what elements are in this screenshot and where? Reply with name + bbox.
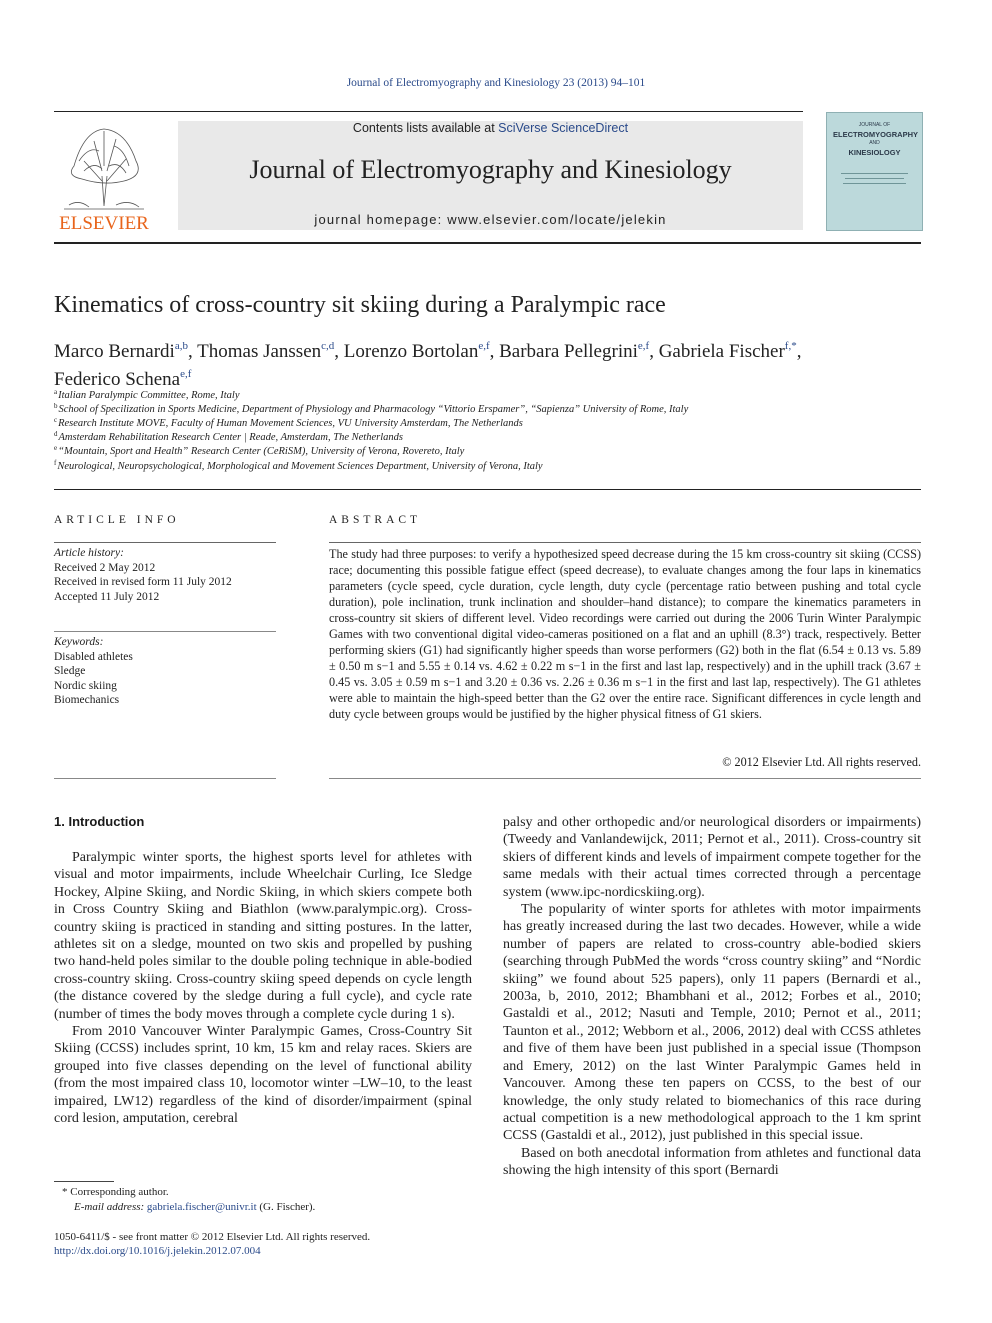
author-separator: , xyxy=(489,341,500,362)
author-list xyxy=(54,335,924,391)
intro-paragraph-3: palsy and other orthopedic and/or neurological disorders or impairments) (Tweedy and Vanlandewijck, 2011; Pernot et al., 2011). Cross-country sit skiers of different kinds and levels of impairment compete together for the same medals with their actual times corrected through a percentage system (www.ipc-nordicskiing.org). xyxy=(503,815,921,900)
abstract-text: The study had three purposes: to verify a hypothesized speed decrease during the 15 km cross-country sit skiing (CCSS) race; documenting this possible fatigue effect (speed decrease), to evaluate changes among the four laps in kinematics parameters (cycle speed, cycle duration, cycle length, duty cycle (percentage ratio between pushing and total cycle duration), pole inclination, trunk inclination and shoulder–hand distance); to compare the kinematics parameters in cross-country sit skiers of different level. Video recordings were carried out during the 2006 Turin Winter Paralympic Games with two conventional digital video-cameras positioned on a flat and an uphill (8.3°) track, respectively. Better performing skiers (G1) had significantly higher speeds than worse performers (G2) both in the flat (6.54 ± 0.13 vs. 5.89 ± 0.50 m s−1 and 5.55 ± 0.14 vs. 4.62 ± 0.22 m s−1 in the first and last lap, respectively) and in the uphill track (3.67 ± 0.45 vs. 3.05 ± 0.59 m s−1 and 3.20 ± 0.36 vs. 2.26 ± 0.36 m s−1 in the first and last lap, respectively). The G1 athletes were able to maintain the high-speed better than the G2 over the entire race. Significant differences in cycle length and duty cycle between groups would be justified by the higher physical fitness of G1 skiers. xyxy=(329,547,921,721)
cover-title-line-1: JOURNAL OF xyxy=(858,122,891,128)
abstract-heading: ABSTRACT xyxy=(329,514,422,526)
author-name[interactable]: Thomas Janssen xyxy=(197,341,322,362)
email-suffix: (G. Fischer). xyxy=(256,1201,316,1213)
journal-cover-thumbnail[interactable] xyxy=(826,112,923,231)
author-name[interactable]: Federico Schena xyxy=(54,369,181,390)
abstract-rule xyxy=(329,542,921,543)
author-name[interactable]: Marco Bernardi xyxy=(54,341,175,362)
keyword: Nordic skiing xyxy=(54,679,117,692)
intro-paragraph-5: Based on both anecdotal information from athletes and functional data showing the high intensity of this sport (Bernardi xyxy=(503,1145,921,1179)
accepted-date: Accepted 11 July 2012 xyxy=(54,590,160,603)
article-info-heading: ARTICLE INFO xyxy=(54,514,180,526)
masthead-bottom-rule xyxy=(54,242,921,244)
author-name[interactable]: Barbara Pellegrini xyxy=(499,341,638,362)
cover-title-line-3: AND xyxy=(869,140,880,146)
cover-title-line-2: ELECTROMYOGRAPHY xyxy=(833,130,919,139)
article-info-rule xyxy=(54,542,276,543)
article-title: Kinematics of cross-country sit skiing during a Paralympic race xyxy=(54,292,666,318)
keyword: Sledge xyxy=(54,665,86,677)
author-affiliation-marker[interactable]: a,b xyxy=(174,340,188,352)
issn-line: 1050-6411/$ - see front matter © 2012 Elsevier Ltd. All rights reserved. xyxy=(54,1231,371,1243)
section-heading-introduction: 1. Introduction xyxy=(54,814,145,829)
history-label: Article history: xyxy=(54,547,124,559)
affiliation-b: $^b$School of Specilization in Sports Medicine, Department of Physiology and Pharmacology “Vittorio Erspamer”, “Sapienza” University of Rome, Italy xyxy=(54,402,689,415)
email-label: E-mail address: xyxy=(74,1201,147,1213)
journal-homepage[interactable]: journal homepage: www.elsevier.com/locate/jelekin xyxy=(314,212,667,227)
keywords-label: Keywords: xyxy=(54,636,104,648)
author-separator: , xyxy=(334,341,344,362)
intro-right-column xyxy=(503,814,921,1180)
sciencedirect-link[interactable]: SciVerse ScienceDirect xyxy=(498,121,629,135)
author-separator: , xyxy=(649,341,659,362)
keyword: Disabled athletes xyxy=(54,650,133,663)
author-affiliation-marker[interactable]: e,f xyxy=(637,340,650,352)
intro-paragraph-2: From 2010 Vancouver Winter Paralympic Games, Cross-Country Sit Skiing (CCSS) includes sprint, 10 km, 15 km and relay races. Skiers are grouped into five classes depending on the level of functional ability (from the most impaired class 10, locomotor winter –LW–10, to the least impaired, LW12) regardless of the kind of disorder/impairment (spinal cord lesion, amputation, cerebral xyxy=(54,1024,472,1127)
author-affiliation-marker[interactable]: e,f xyxy=(180,368,192,380)
email-note xyxy=(74,1201,315,1213)
author-name[interactable]: Lorenzo Bortolan xyxy=(343,341,479,362)
abstract-copyright: © 2012 Elsevier Ltd. All rights reserved. xyxy=(722,755,921,769)
journal-citation[interactable]: Journal of Electromyography and Kinesiology 23 (2013) 94–101 xyxy=(346,77,646,89)
cover-title-line-4: KINESIOLOGY xyxy=(848,148,901,157)
header-divider xyxy=(54,489,921,490)
affiliation-f: $^f$Neurological, Neuropsychological, Morphological and Movement Sciences Department, University of Verona, Italy xyxy=(54,459,543,472)
author-separator: , xyxy=(187,341,198,362)
elsevier-wordmark: ELSEVIER xyxy=(59,213,149,233)
received-date: Received 2 May 2012 xyxy=(54,561,156,574)
keywords-block xyxy=(54,635,276,708)
affiliation-e: $^e$“Mountain, Sport and Health” Research Center (CeRiSM), University of Verona, Rovereto, Italy xyxy=(54,444,465,457)
abstract-bottom-rule xyxy=(329,778,921,779)
author-affiliation-marker[interactable]: e,f xyxy=(478,340,490,352)
journal-title: Journal of Electromyography and Kinesiology xyxy=(249,155,732,184)
article-info-bottom-rule xyxy=(54,778,276,779)
doi-line xyxy=(54,1245,261,1257)
author-separator: , xyxy=(796,341,802,362)
author-name[interactable]: Gabriela Fischer xyxy=(658,341,785,362)
revised-date: Received in revised form 11 July 2012 xyxy=(54,576,232,588)
affiliation-a: $^a$Italian Paralympic Committee, Rome, Italy xyxy=(54,388,240,401)
doi-link[interactable]: http://dx.doi.org/10.1016/j.jelekin.2012.07.004 xyxy=(54,1245,261,1257)
keyword: Biomechanics xyxy=(54,694,120,706)
intro-paragraph-4: The popularity of winter sports for athletes with motor impairments has greatly increased during the last two decades. However, while a wide number of papers are related to cross-country able-bodied skiers (searching through PubMed the words “cross country skiing” and “Nordic skiing” we found about 525 papers), only 11 papers (Bernardi et al., 2003a, b, 2010, 2012; Bhambhani et al., 2012; Forbes et al., 2010; Gastaldi et al., 2012; Nasuti and Temple, 2010; Pernot et al., 2011; Taunton et al., 2012; Webborn et al., 2006, 2012) deal with CCSS athletes and five of them have been just published in a special issue (Thompson and Emery, 2012) on the last Winter Paralympic Games held in Vancouver. Among these ten papers on CCSS, to the best of our knowledge, the only study related to biomechanics of this race during actual competition is a new methodological approach to the 1 km sprint CCSS (Gastaldi et al., 2012), just published in this special issue. xyxy=(503,902,921,1144)
keywords-rule xyxy=(54,631,276,632)
elsevier-tree-logo xyxy=(54,121,154,233)
contents-prefix: Contents lists available at xyxy=(352,121,499,135)
corresponding-author-note: * Corresponding author. xyxy=(62,1186,169,1198)
affiliation-c: $^c$Research Institute MOVE, Faculty of Human Movement Sciences, VU University Amsterdam, The Netherlands xyxy=(54,416,523,429)
footnote-rule xyxy=(54,1181,114,1182)
masthead-top-rule xyxy=(54,111,803,112)
affiliation-d: $^d$Amsterdam Rehabilitation Research Center | Reade, Amsterdam, The Netherlands xyxy=(54,430,403,443)
author-affiliation-marker[interactable]: c,d xyxy=(321,340,335,352)
article-history xyxy=(54,546,276,604)
contents-line xyxy=(178,121,803,135)
intro-paragraph-1: Paralympic winter sports, the highest sports level for athletes with visual and motor impairments, include Wheelchair Curling, Ice Sledge Hockey, Alpine Skiing, and Nordic Skiing, in which skiers compete both in Cross Country Skiing and Biathlon (www.paralympic.org). Cross-country skiing is practiced in standing and sitting postures. In the latter, athletes sit on a sledge, mounted on two skis and propelled by pushing two hand-held poles similar to the double poling technique in able-bodied cross-country skiing. Cross-country skiing speed depends on cycle length (the distance covered by the sledge during a full cycle), and cycle rate (number of times the body moves through a complete cycle during 1 s). xyxy=(54,850,472,1022)
intro-left-column xyxy=(54,849,472,1128)
author-affiliation-marker[interactable]: f,* xyxy=(784,340,797,352)
email-link[interactable]: gabriela.fischer@univr.it xyxy=(146,1201,257,1213)
